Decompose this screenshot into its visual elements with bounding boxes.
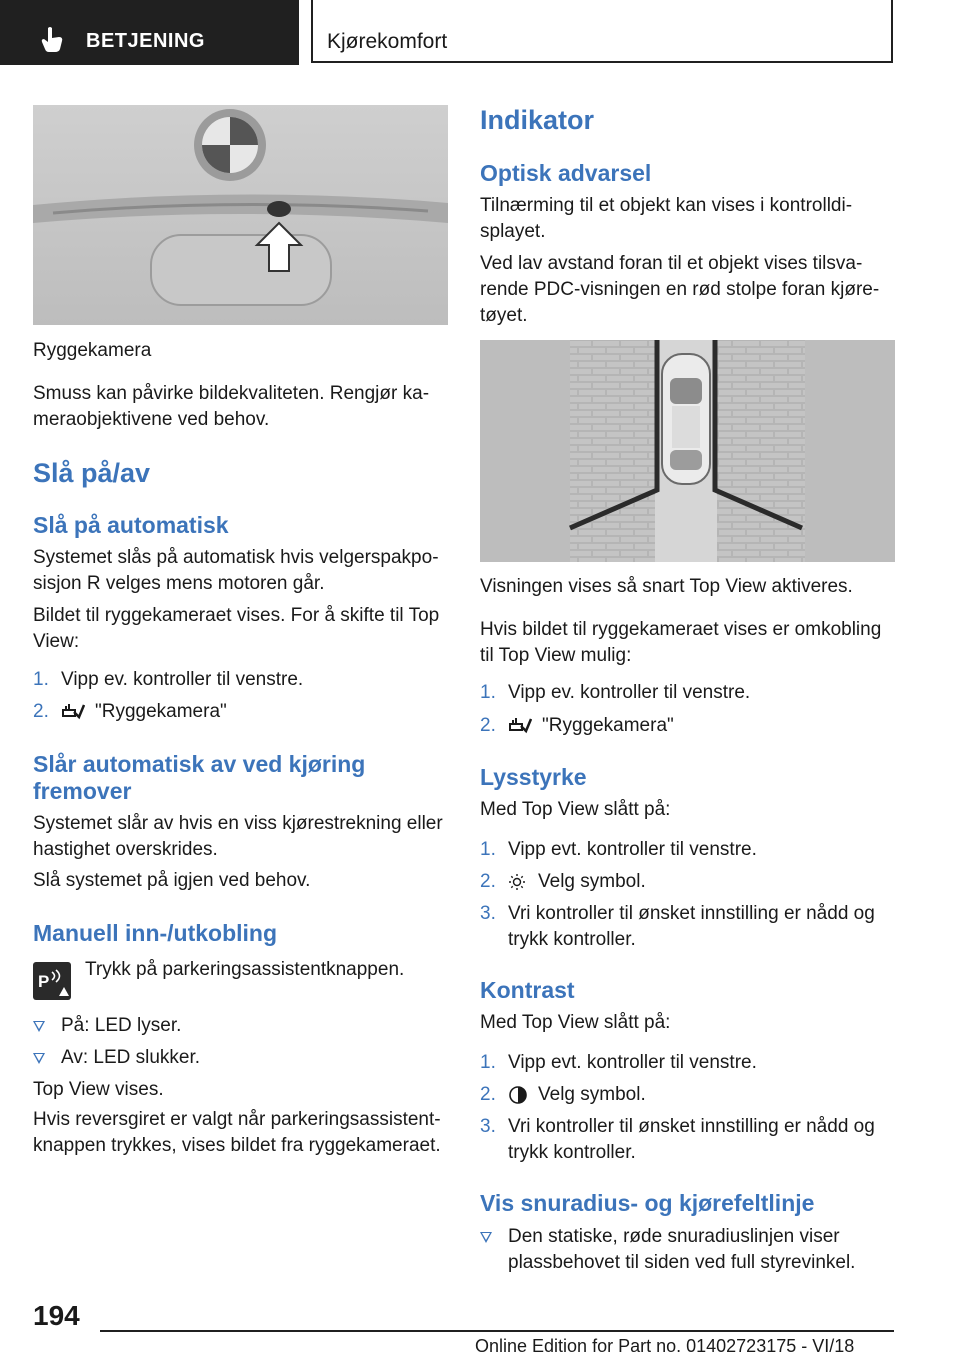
heading-optical: Optisk advarsel [480,160,652,186]
heading-contrast: Kontrast [480,977,575,1003]
brightness-icon [508,873,526,891]
rear-camera-photo [33,105,448,325]
camera-settings-icon [508,716,532,736]
auto-on-text-2: Bildet til ryggekameraet vises. For å skifte til Top View: [33,605,440,652]
reverse-text: Hvis reversgiret er valgt når parkeringsassistentknappen trykkes, vises bildet fra ryggekameraet. [33,1109,441,1156]
optical-text-2: Ved lav avstand foran til et objekt vises tilsvarende PDC-visningen en rød stolpe foran kjøretøyet. [480,253,880,326]
view-text: Visningen vises så snart Top View aktiveres. [480,576,853,597]
page-number: 194 [33,1300,80,1331]
svg-text:P: P [38,972,50,991]
heading-indicator: Indikator [480,105,595,135]
contrast-intro: Med Top View slått på: [480,1012,671,1033]
heading-lines: Vis snuradius- og kjørefeltlinje [480,1190,815,1216]
topview-text: Top View vises. [33,1079,164,1100]
optical-text: Tilnærming til et objekt kan vises i kontrolldisplayet. [480,195,853,242]
footer-divider [100,1330,894,1332]
switch-text: Hvis bildet til ryggekameraet vises er omkobling til Top View mulig: [480,619,882,666]
brightness-intro: Med Top View slått på: [480,799,671,820]
photo-caption: Ryggekamera [33,340,152,361]
hand-pointer-icon [40,26,64,52]
manual-text: Trykk på parkeringsassistentknappen. [85,959,405,980]
auto-on-text: Systemet slås på automatisk hvis velgerspakposisjon R velges mens motoren går. [33,547,439,594]
edition-text: Online Edition for Part no. 01402723175 - VI/18 [475,1336,855,1356]
auto-off-text-2: Slå systemet på igjen ved behov. [33,870,311,891]
camera-settings-icon [61,702,85,722]
chapter-header [311,0,893,63]
parking-assist-button-icon [33,962,71,1000]
section-tab [0,0,299,65]
section-title: BETJENING [86,30,205,52]
intro-text: Smuss kan påvirke bildekvaliteten. Rengjør kameraobjektivene ved behov. [33,383,430,430]
top-view-display-image [480,340,895,562]
heading-manual: Manuell inn-/utkobling [33,920,278,946]
heading-brightness: Lysstyrke [480,764,587,790]
heading-auto-on: Slå på automatisk [33,512,229,538]
auto-off-text: Systemet slår av hvis en viss kjørestrekning eller hastighet overskrides. [33,813,443,860]
chapter-title: Kjørekomfort [327,30,448,53]
heading-on-off: Slå på/av [33,458,151,488]
contrast-icon [508,1085,528,1105]
heading-auto-off: Slår automatisk av ved kjøring fremover [33,751,366,804]
